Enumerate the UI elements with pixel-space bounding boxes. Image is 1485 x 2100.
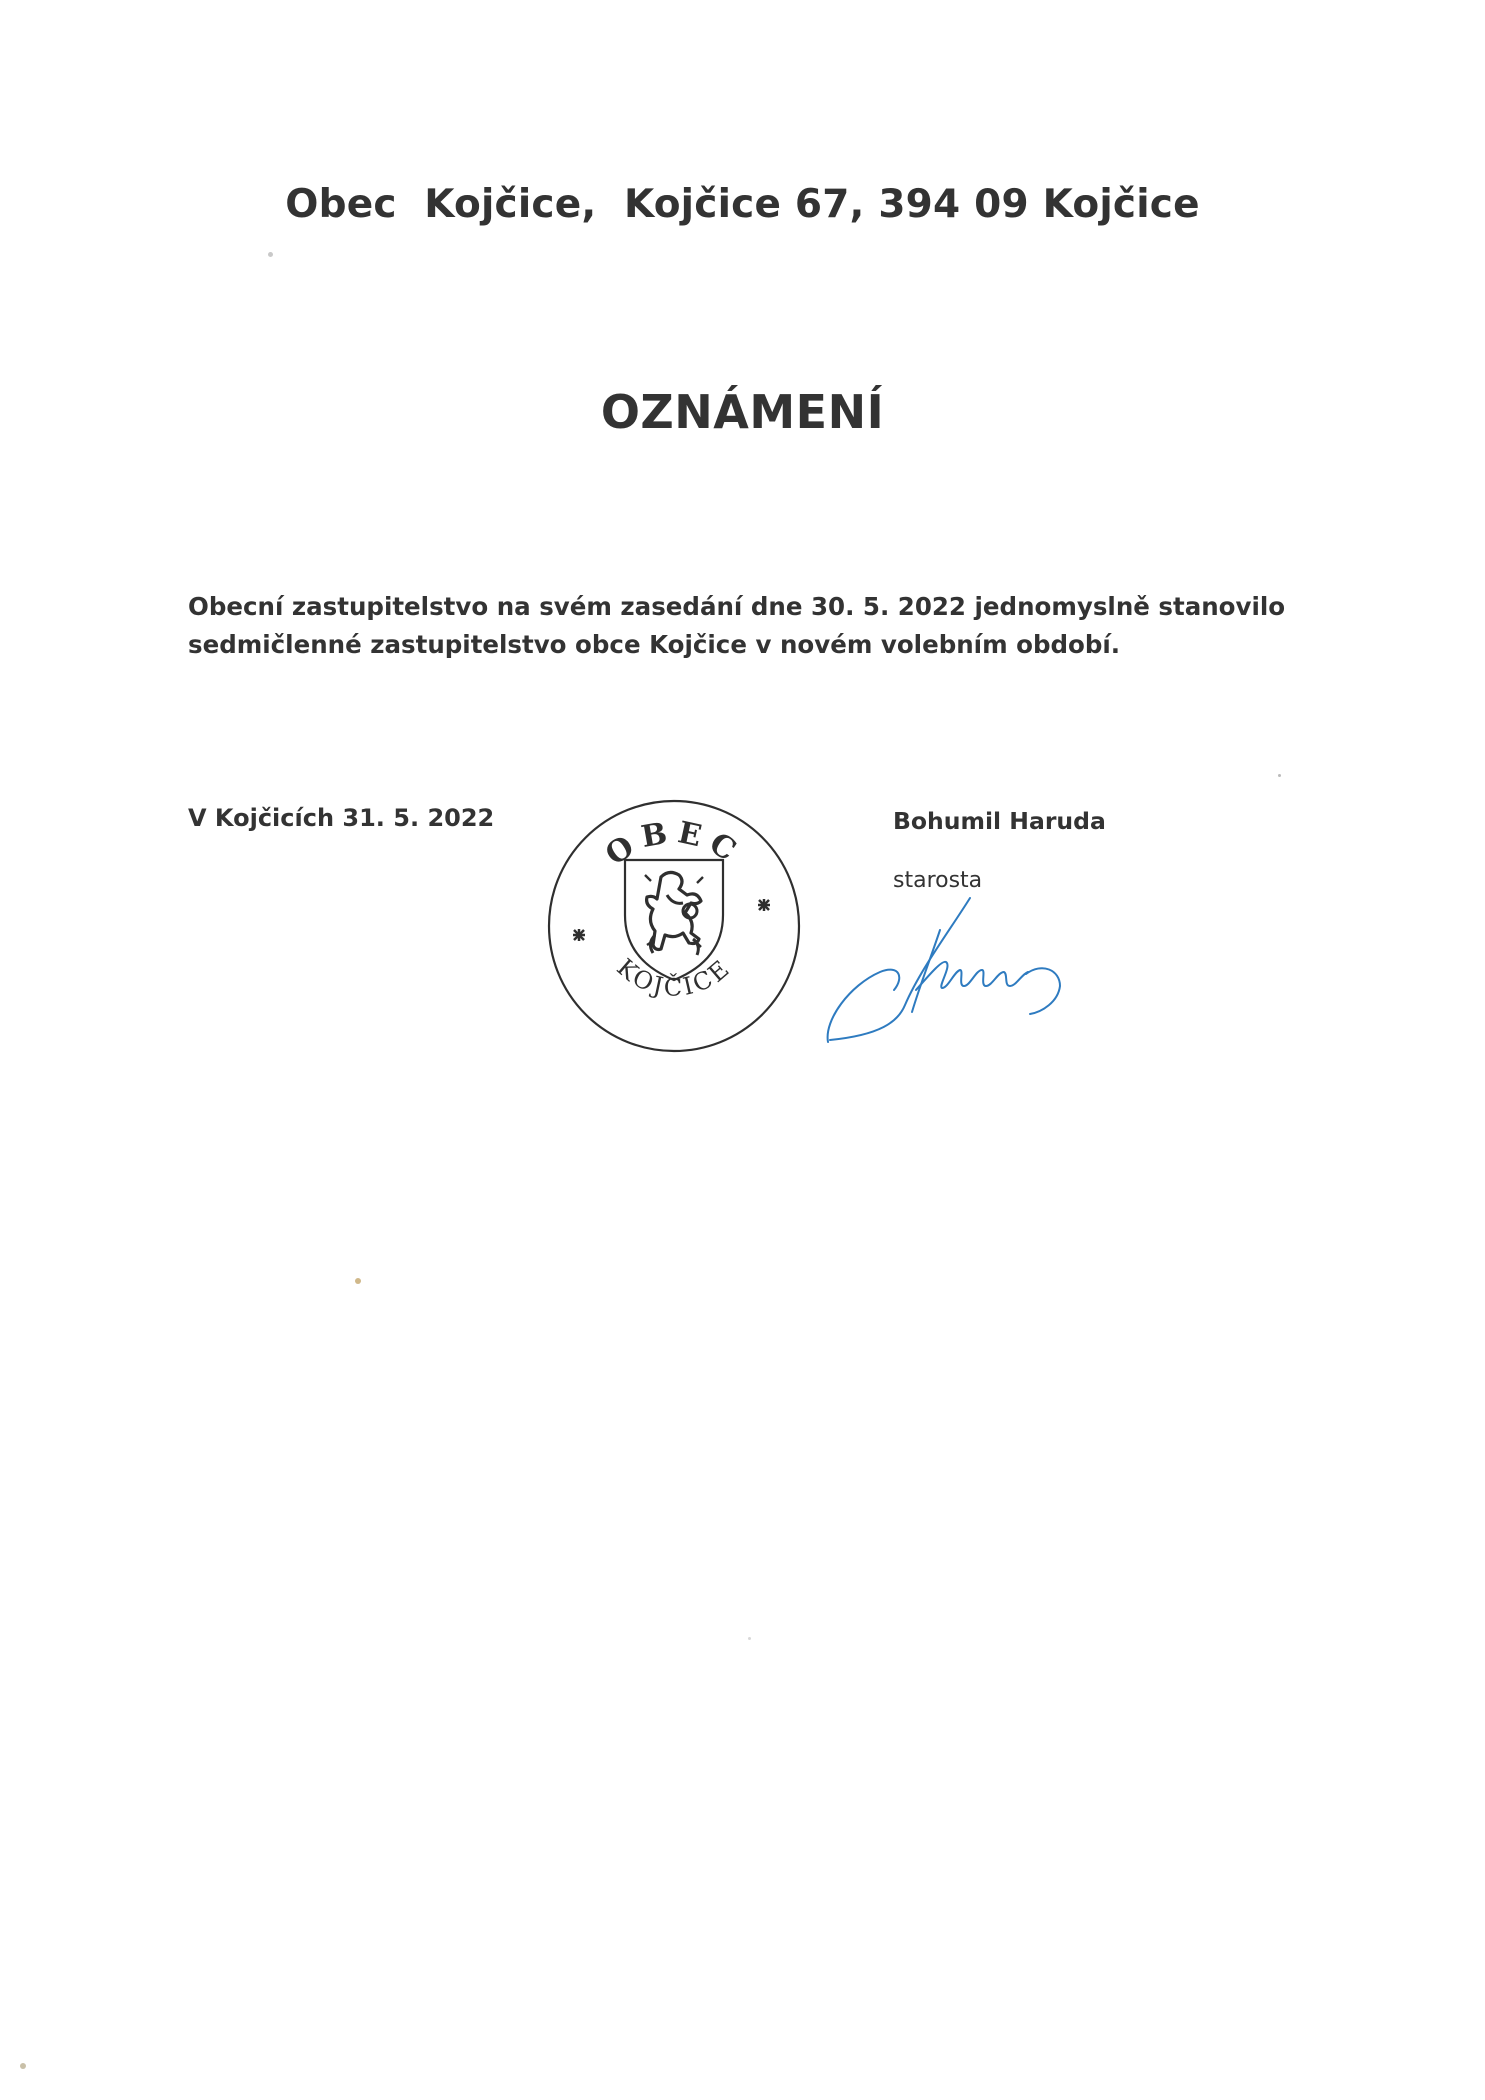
stamp-top-text: OBEC: [599, 814, 749, 873]
handwritten-signature: [820, 890, 1090, 1050]
notice-body-line-1: Obecní zastupitelstvo na svém zasedání dne 30. 5. 2022 jednomyslně stanovilo: [188, 592, 1286, 621]
notice-title: OZNÁMENÍ: [600, 385, 885, 439]
notice-body-line-2: sedmičlenné zastupitelstvo obce Kojčice v novém volebním období.: [188, 630, 1121, 659]
scan-speck: [20, 2063, 26, 2069]
stamp-star-right-icon: [758, 899, 770, 911]
scan-speck: [1278, 774, 1281, 777]
place-and-date: V Kojčicích 31. 5. 2022: [188, 804, 495, 832]
scan-speck: [268, 252, 273, 257]
official-stamp: [543, 795, 805, 1057]
signer-name: Bohumil Haruda: [893, 807, 1106, 835]
signer-role: starosta: [893, 868, 983, 893]
stamp-star-left-icon: [573, 929, 585, 941]
municipality-address-header: Obec Kojčice, Kojčice 67, 394 09 Kojčice: [285, 182, 1200, 227]
scan-speck: [748, 1637, 751, 1640]
scan-speck: [355, 1278, 361, 1284]
notice-body: [188, 588, 1308, 664]
stamp-bottom-text: KOJČICE: [611, 953, 737, 1002]
